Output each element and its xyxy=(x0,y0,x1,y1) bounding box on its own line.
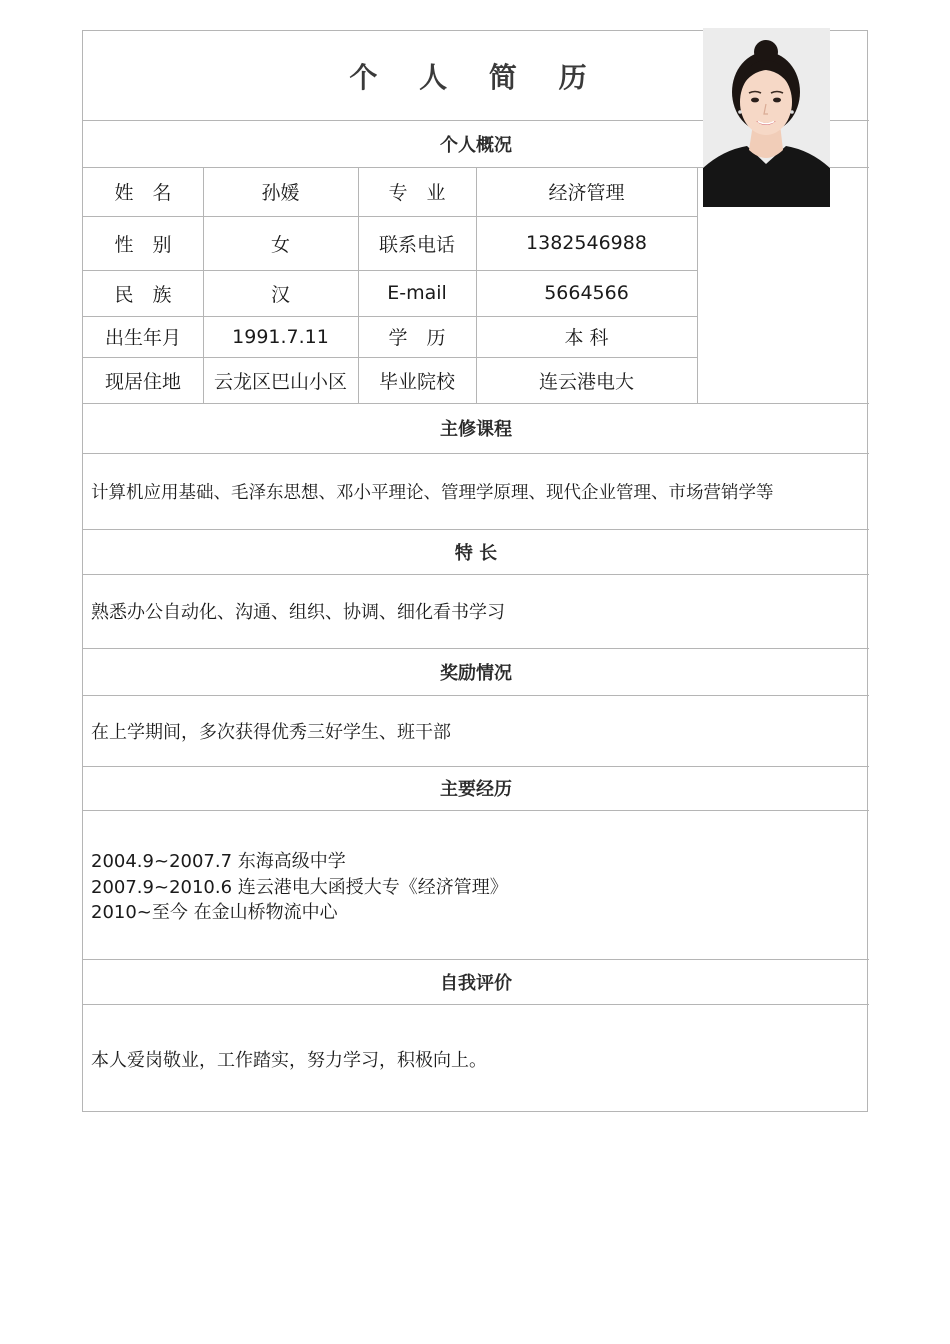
skills-text: 熟悉办公自动化、沟通、组织、协调、细化看书学习 xyxy=(91,602,505,623)
self-eval-text: 本人爱岗敬业，工作踏实，努力学习，积极向上。 xyxy=(91,1049,487,1071)
experience-list xyxy=(91,849,508,926)
section-overview-heading: 个人概况 xyxy=(440,134,512,156)
gender-label: 性 别 xyxy=(114,233,172,256)
address-label: 现居住地 xyxy=(104,370,181,393)
school-label: 毕业院校 xyxy=(378,370,455,393)
address-value: 云龙区巴山小区 xyxy=(213,370,347,393)
email-label: E-mail xyxy=(387,282,447,304)
name-value: 孙媛 xyxy=(261,182,300,204)
ethnicity-value: 汉 xyxy=(270,283,290,306)
name-label: 姓 名 xyxy=(114,182,172,204)
experience-item: 2007.9~2010.6 连云港电大函授大专《经济管理》 xyxy=(91,876,508,898)
divider xyxy=(697,167,698,403)
courses-text: 计算机应用基础、毛泽东思想、邓小平理论、管理学原理、现代企业管理、市场营销学等 xyxy=(91,482,774,503)
birth-label: 出生年月 xyxy=(104,327,181,349)
gender-value: 女 xyxy=(270,233,290,256)
section-self-eval-heading: 自我评价 xyxy=(440,972,512,994)
phone-label: 联系电话 xyxy=(378,233,455,256)
portrait-illustration xyxy=(703,28,830,207)
email-value: 5664566 xyxy=(544,282,629,304)
section-skills-heading: 特 长 xyxy=(454,542,498,564)
ethnicity-label: 民 族 xyxy=(114,283,172,306)
school-value: 连云港电大 xyxy=(538,370,634,393)
page-title: 个 人 简 历 xyxy=(349,60,603,94)
experience-item: 2010~至今 在金山桥物流中心 xyxy=(91,902,338,923)
divider xyxy=(83,810,869,811)
major-value: 经济管理 xyxy=(548,182,625,204)
section-experience-heading: 主要经历 xyxy=(440,779,512,800)
major-label: 专 业 xyxy=(388,182,446,204)
section-awards-heading: 奖励情况 xyxy=(440,662,512,684)
profile-photo xyxy=(703,28,830,207)
phone-value: 1382546988 xyxy=(526,232,647,254)
birth-value: 1991.7.11 xyxy=(232,325,329,348)
experience-item: 2004.9~2007.7 东海高级中学 xyxy=(91,851,346,872)
awards-text: 在上学期间，多次获得优秀三好学生、班干部 xyxy=(91,721,451,743)
education-value: 本 科 xyxy=(564,327,609,349)
education-label: 学 历 xyxy=(388,327,446,349)
section-courses-heading: 主修课程 xyxy=(440,419,512,440)
